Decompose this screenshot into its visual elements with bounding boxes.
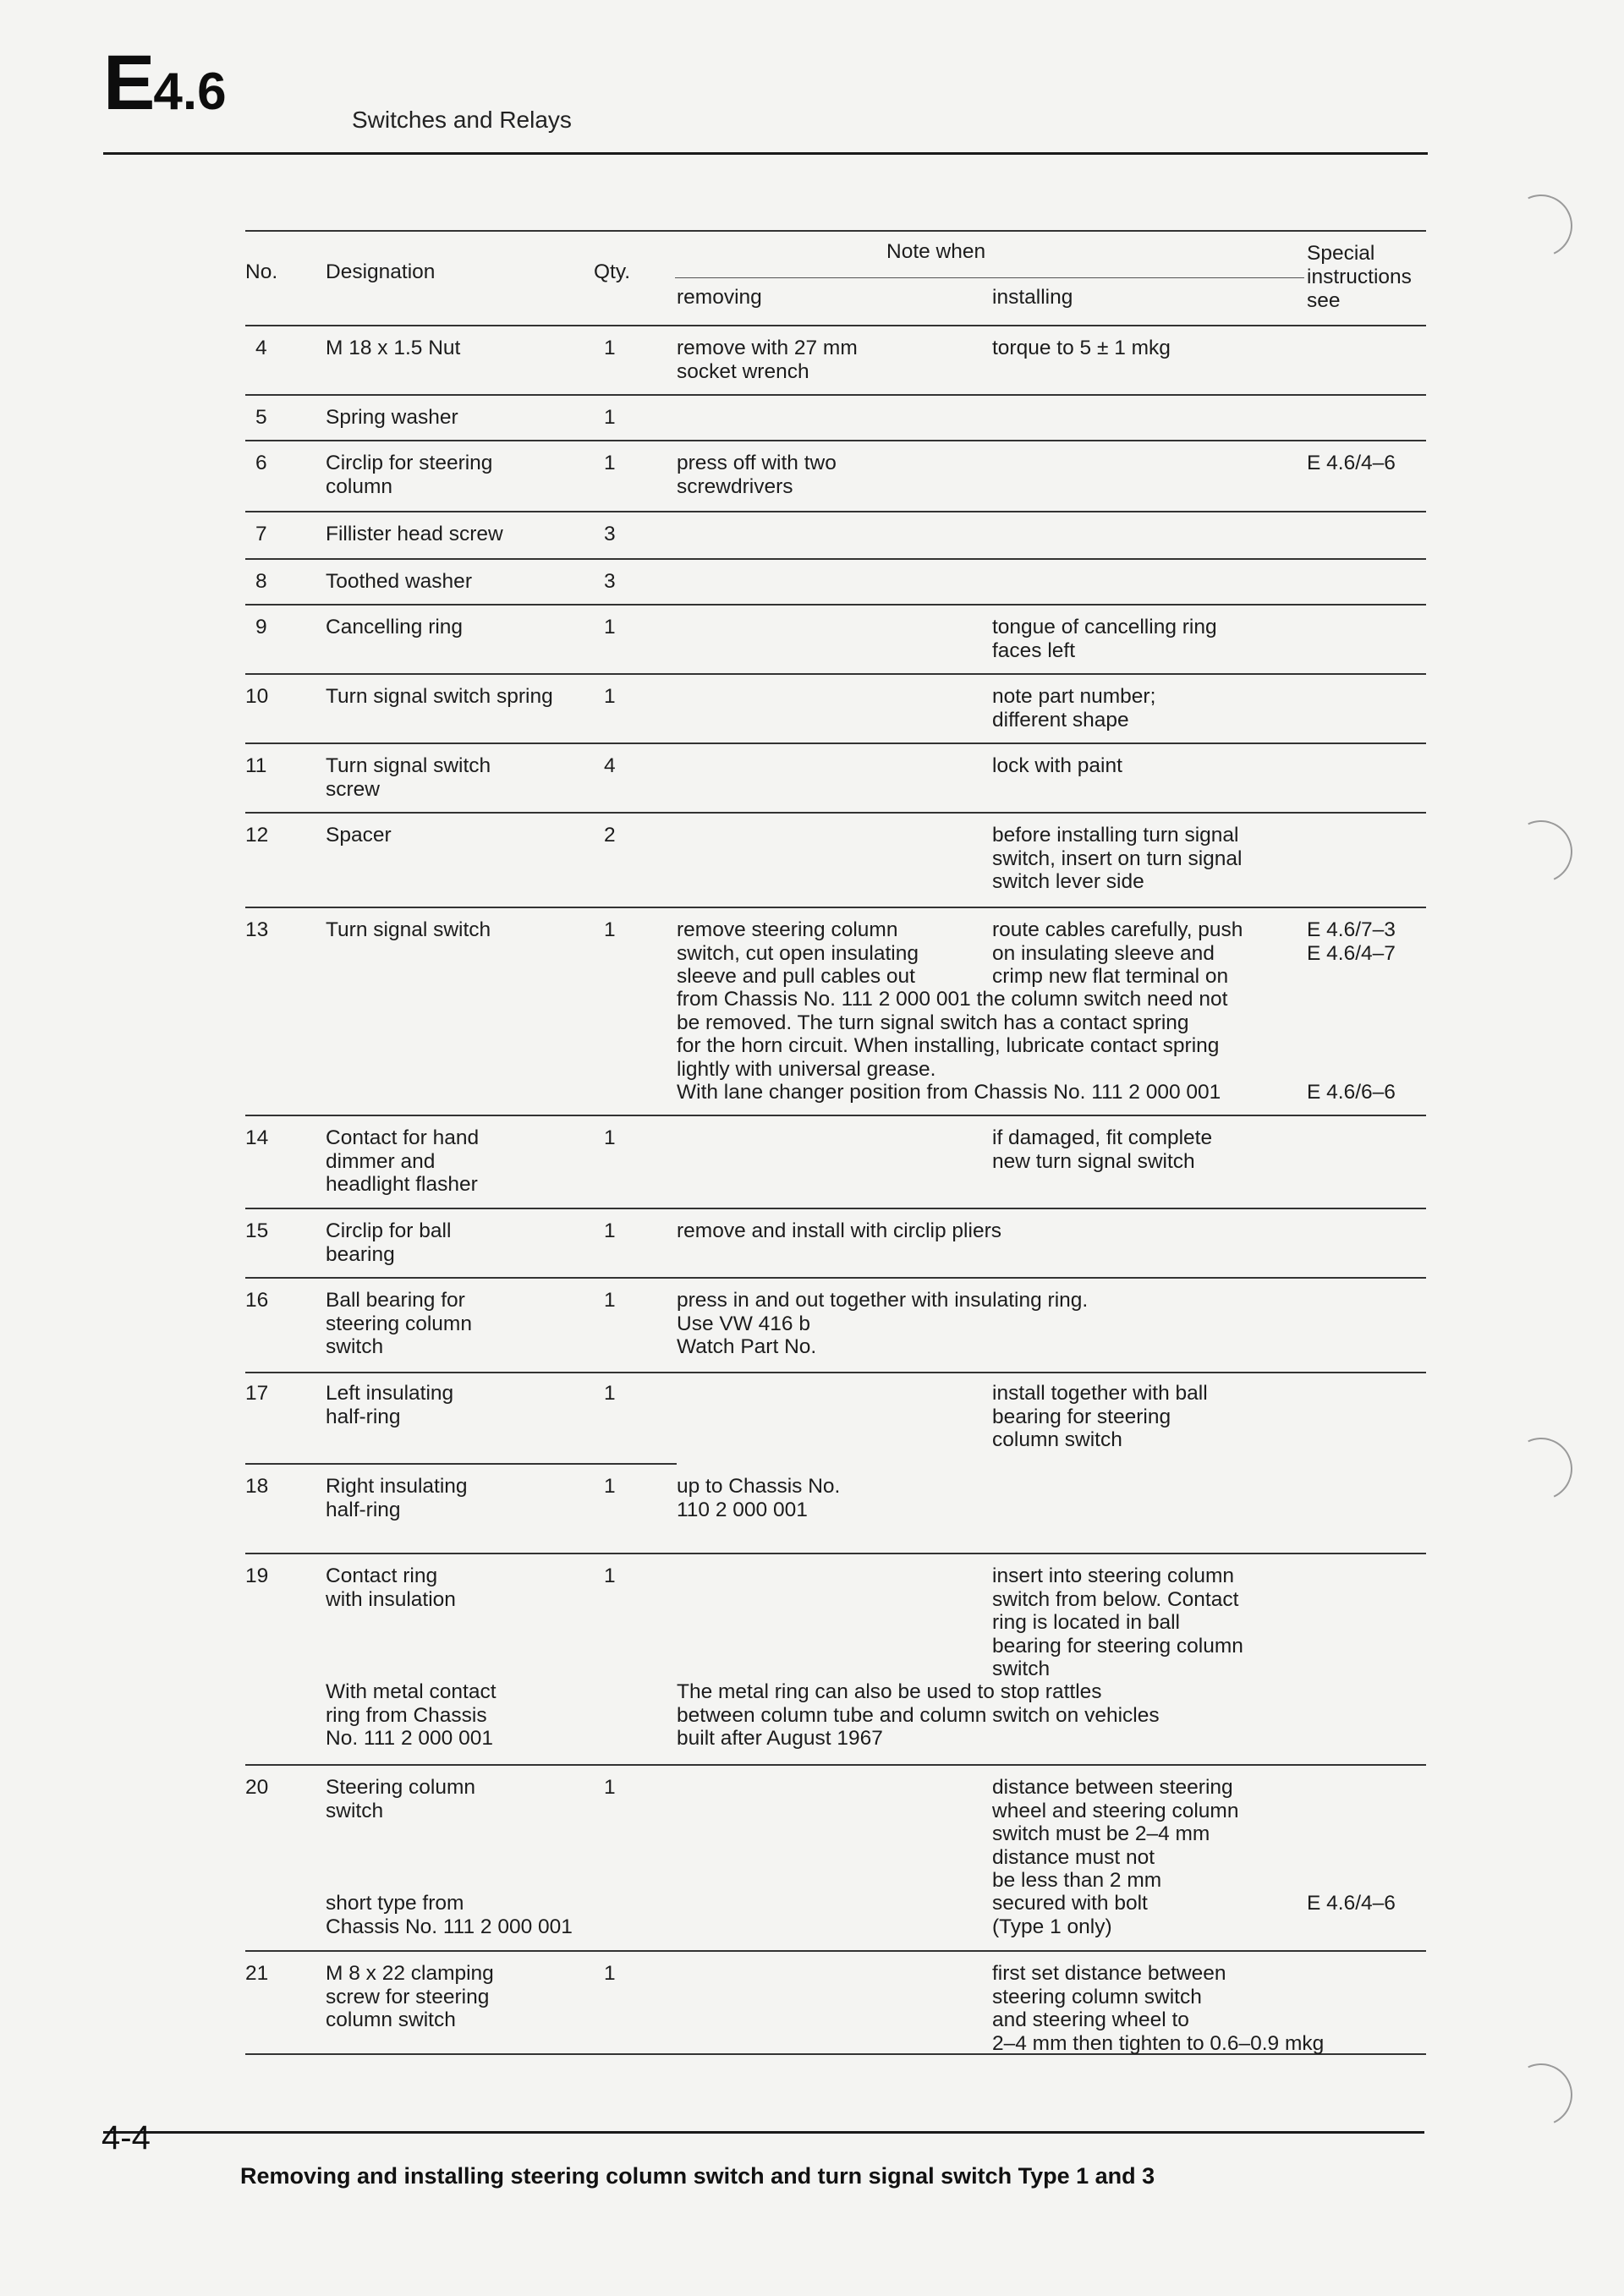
note-when-rule [675,277,1304,278]
row-special-variant: E 4.6/6–6 [1307,1081,1396,1104]
row-no: 14 [245,1126,269,1149]
row-removing: up to Chassis No. 110 2 000 001 [677,1475,841,1521]
section-number: 4.6 [153,63,227,121]
row-no: 5 [255,406,267,429]
col-header-qty: Qty. [594,260,631,283]
section-letter: E [103,40,154,126]
col-header-removing: removing [677,286,762,309]
row-installing: note part number; different shape [992,685,1156,732]
row-no: 11 [245,754,267,777]
row-designation: Left insulating half-ring [326,1382,454,1428]
row-qty: 1 [604,1382,616,1405]
row-rule [245,1764,1426,1766]
row-no: 13 [245,918,269,941]
row-no: 4 [255,337,267,359]
binder-hole-mark [1501,186,1582,266]
row-rule [245,325,1426,326]
row-removing: press in and out together with insulating ring. Use VW 416 b Watch Part No. [677,1289,1089,1358]
row-rule [245,673,1426,675]
row-no: 6 [255,452,267,474]
row-no: 17 [245,1382,269,1405]
row-no: 16 [245,1289,269,1312]
row-installing: before installing turn signal switch, insert on turn signal switch lever side [992,824,1243,893]
row-qty: 4 [604,754,616,777]
row-designation: M 18 x 1.5 Nut [326,337,461,359]
row-special-variant: E 4.6/4–6 [1307,1892,1396,1915]
row-designation: Right insulating half-ring [326,1475,468,1521]
row-installing: tongue of cancelling ring faces left [992,616,1217,662]
row-no: 12 [245,824,269,847]
row-qty: 3 [604,570,616,593]
row-rule [245,1208,1426,1209]
row-designation: Contact for hand dimmer and headlight flasher [326,1126,480,1196]
row-special: E 4.6/7–3 E 4.6/4–7 [1307,918,1396,965]
row-rule [245,1553,1426,1554]
row-designation: Spring washer [326,406,458,429]
row-qty: 1 [604,918,616,941]
row-designation: Turn signal switch [326,918,491,941]
row-installing: route cables carefully, push on insulating sleeve and crimp new flat terminal on [992,918,1243,988]
row-qty: 1 [604,1564,616,1587]
row-installing-variant: secured with bolt (Type 1 only) [992,1892,1148,1938]
row-designation: Ball bearing for steering column switch [326,1289,472,1358]
binder-hole-mark [1501,1429,1582,1510]
footer-title: Removing and installing steering column switch and turn signal switch Type 1 and 3 [240,2163,1155,2189]
row-qty: 3 [604,523,616,545]
row-no: 18 [245,1475,269,1498]
row-designation: Turn signal switch screw [326,754,491,801]
row-designation: Fillister head screw [326,523,503,545]
row-rule [245,511,1426,512]
row-special: E 4.6/4–6 [1307,452,1396,474]
row-designation: Spacer [326,824,392,847]
row-rule [245,1115,1426,1116]
header-rule [103,152,1428,155]
row-rule [245,743,1426,744]
row-removing: remove and install with circlip pliers [677,1219,1001,1242]
row-rule [245,394,1426,396]
page-number: 4-4 [102,2119,151,2156]
row-designation-variant: short type from Chassis No. 111 2 000 001 [326,1892,573,1938]
row-installing: lock with paint [992,754,1122,777]
row-qty: 1 [604,1289,616,1312]
row-no: 7 [255,523,267,545]
row-designation: Turn signal switch spring [326,685,553,708]
binder-hole-mark [1501,812,1582,892]
section-title: Switches and Relays [352,107,572,133]
row-designation: Circlip for steering column [326,452,493,498]
row-designation: Steering column switch [326,1776,476,1822]
row-qty: 2 [604,824,616,847]
col-header-note-when: Note when [886,240,986,263]
row-no: 15 [245,1219,269,1242]
row-installing: torque to 5 ± 1 mkg [992,337,1171,359]
row-qty: 1 [604,406,616,429]
section-code [103,40,227,126]
row-qty: 1 [604,1475,616,1498]
table-top-rule [245,230,1426,232]
col-header-special: Special instructions see [1307,242,1412,312]
row-rule [245,1372,1426,1373]
row-installing: if damaged, fit complete new turn signal switch [992,1126,1213,1173]
row-removing: remove with 27 mm socket wrench [677,337,858,383]
row-no: 9 [255,616,267,638]
row-removing: press off with two screwdrivers [677,452,837,498]
row-installing: first set distance between steering column switch and steering wheel to 2–4 mm then tighten to 0.6–0.9 mkg [992,1962,1325,2055]
row-designation: Contact ring with insulation [326,1564,456,1611]
row-designation: Circlip for ball bearing [326,1219,452,1266]
row-rule [245,1277,1426,1279]
row-rule [245,604,1426,606]
row-installing: install together with ball bearing for steering column switch [992,1382,1208,1451]
row-note-lane-changer: With lane changer position from Chassis No. 111 2 000 001 [677,1081,1221,1104]
row-qty: 1 [604,616,616,638]
row-no: 19 [245,1564,269,1587]
row-installing: distance between steering wheel and steering column switch must be 2–4 mm distance must not be less than 2 mm [992,1776,1239,1892]
row-designation: M 8 x 22 clamping screw for steering column switch [326,1962,494,2031]
row-qty: 1 [604,1776,616,1799]
binder-hole-mark [1501,2055,1582,2135]
row-installing: insert into steering column switch from below. Contact ring is located in ball bearing for steering column switch [992,1564,1243,1680]
row-qty: 1 [604,685,616,708]
row-no: 20 [245,1776,269,1799]
footer-rule [103,2131,1424,2134]
row-designation: Cancelling ring [326,616,464,638]
row-qty: 1 [604,1962,616,1985]
row-rule [245,907,1426,908]
row-qty: 1 [604,452,616,474]
row-qty: 1 [604,1126,616,1149]
row-rule [245,558,1426,560]
row-rule [245,1463,677,1465]
row-designation: Toothed washer [326,570,472,593]
col-header-no: No. [245,260,278,283]
row-qty: 1 [604,1219,616,1242]
row-no: 10 [245,685,269,708]
row-removing: remove steering column switch, cut open insulating sleeve and pull cables out [677,918,919,988]
row-note: The metal ring can also be used to stop rattles between column tube and column switch on vehicles built after August 1967 [677,1680,1160,1750]
col-header-installing: installing [992,286,1073,309]
row-note: from Chassis No. 111 2 000 001 the column switch need not be removed. The turn signal switch has a contact spring for the horn circuit. When installing, lubricate contact spring lightly with universal grease. [677,988,1228,1081]
row-designation-variant: With metal contact ring from Chassis No. 111 2 000 001 [326,1680,497,1750]
row-no: 21 [245,1962,269,1985]
row-rule [245,440,1426,441]
col-header-designation: Designation [326,260,436,283]
row-rule [245,812,1426,814]
row-rule [245,1950,1426,1952]
row-no: 8 [255,570,267,593]
row-qty: 1 [604,337,616,359]
